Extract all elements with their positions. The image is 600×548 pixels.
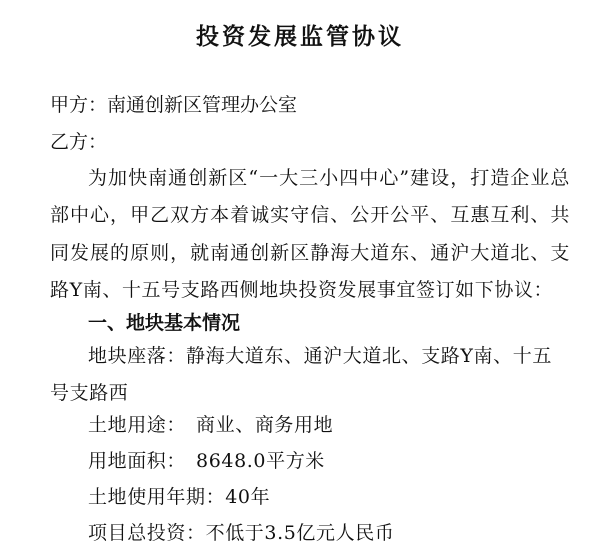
land-area-value: 8648.0平方米	[196, 450, 325, 472]
land-term-label: 土地使用年期：	[88, 486, 226, 508]
document-title: 投资发展监管协议	[196, 24, 404, 50]
land-term-row	[88, 483, 270, 511]
land-usage-label: 土地用途：	[88, 414, 187, 436]
land-area-label: 用地面积：	[88, 450, 187, 472]
party-b-line: 乙方：	[50, 131, 108, 153]
preamble-paragraph: 为加快南通创新区“一大三小四中心”建设，打造企业总部中心，甲乙双方本着诚实守信、公开公平、互惠互利、共同发展的原则，就南通创新区静海大道东、通沪大道北、支路Y南、十五号支路西侧地块投资发展事宜签订如下协议：	[50, 167, 570, 301]
investment-label: 项目总投资：	[88, 522, 206, 544]
land-usage-value: 商业、商务用地	[196, 414, 334, 436]
land-usage-row	[88, 411, 333, 439]
investment-row	[88, 519, 394, 547]
land-area-row	[88, 447, 325, 475]
land-term-value: 40年	[225, 486, 271, 508]
investment-value: 不低于3.5亿元人民币	[205, 522, 395, 544]
land-location-text: 地块座落：静海大道东、通沪大道北、支路Y南、十五号支路西	[50, 345, 552, 404]
section-heading-land-info: 一、地块基本情况	[88, 312, 241, 334]
party-a-line: 甲方：南通创新区管理办公室	[50, 94, 298, 116]
